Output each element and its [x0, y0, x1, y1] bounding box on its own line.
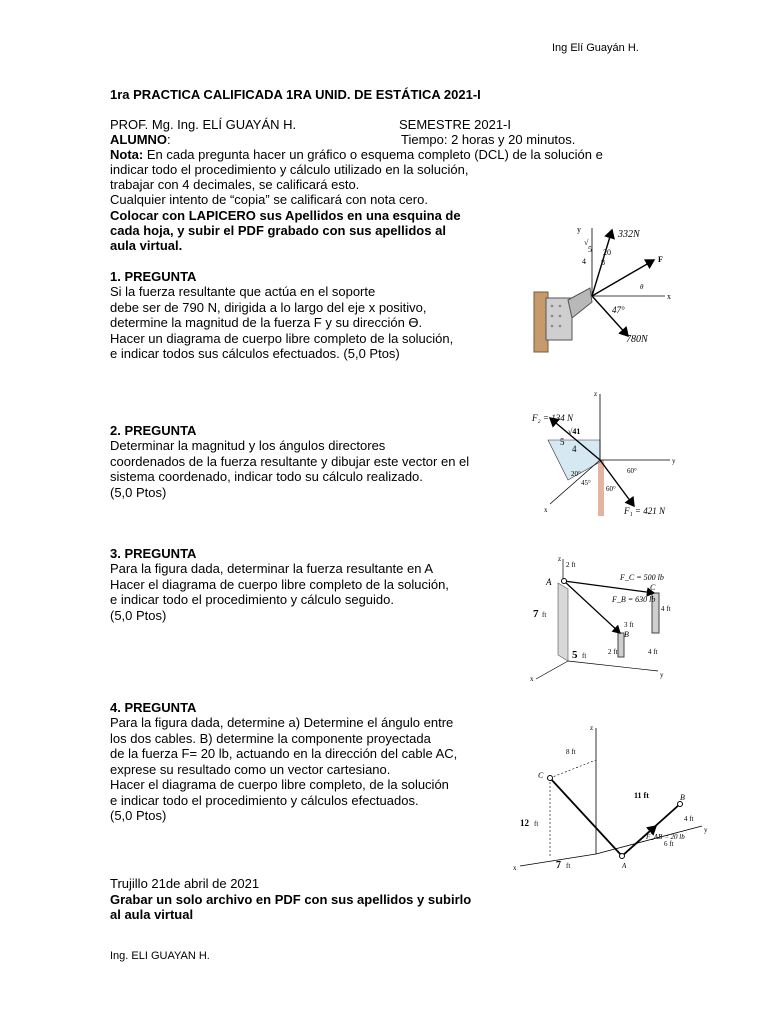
instruction-line-1: Colocar con LAPICERO sus Apellidos en una esquina de — [110, 208, 461, 223]
q1-line-2: debe ser de 790 N, dirigida a lo largo del eje x positivo, — [110, 300, 427, 315]
note-line-4: Cualquier intento de “copia” se calificará con nota cero. — [110, 192, 428, 207]
force-FAB-arrow — [622, 826, 656, 856]
dim-12: 12 — [520, 818, 529, 828]
student-line — [110, 132, 171, 147]
z-label: z — [590, 724, 594, 732]
cable-AC — [564, 581, 654, 593]
dim-2ft-bottom: 2 ft — [608, 648, 618, 656]
q1-line-1: Si la fuerza resultante que actúa en el soporte — [110, 284, 376, 299]
dim-11ft: 11 ft — [634, 791, 649, 800]
force-332-label: 332N — [618, 229, 640, 240]
ratio-5-label: 5 — [588, 245, 592, 254]
header-author: Ing Elí Guayán H. — [552, 42, 639, 54]
student-label: ALUMNO — [110, 132, 168, 147]
dim-4ft: 4 ft — [684, 815, 694, 823]
x-label: x — [530, 675, 534, 683]
angle-8-label: 8 — [601, 258, 605, 267]
q4-line-5: Hacer el diagrama de cuerpo libre completo, de la solución — [110, 777, 449, 792]
force-FB-label: F_B = 630 lb — [612, 595, 656, 604]
y-label: y — [704, 826, 708, 834]
q4-line-2: los dos cables. B) determine la componente proyectada — [110, 731, 431, 746]
angle-20-label: 20 — [603, 248, 611, 257]
student-colon: : — [167, 132, 171, 147]
closing-line-2: al aula virtual — [110, 907, 194, 922]
q4-line-6: e indicar todo el procedimiento y cálculos efectuados. — [110, 793, 419, 808]
instruction-line-3: aula virtual. — [110, 238, 183, 253]
dash-C-top — [550, 760, 596, 778]
point-A — [562, 579, 567, 584]
q1-line-4: Hacer un diagrama de cuerpo libre completo de la solución, — [110, 331, 454, 346]
ratio-sqrt-label: √ — [584, 238, 589, 247]
q4-heading: 4. PREGUNTA — [110, 700, 197, 715]
dim-7-unit: ft — [542, 611, 547, 619]
q3-line-2: Hacer el diagrama de cuerpo libre completo de la solución, — [110, 577, 449, 592]
x-axis — [536, 661, 568, 679]
bracket-arm — [568, 288, 592, 318]
note-line-2: indicar todo el procedimiento y cálculo utilizado en la solución, — [110, 162, 469, 177]
q1-line-5: e indicar todos sus cálculos efectuados. (5,0 Ptos) — [110, 346, 400, 361]
q4-line-7: (5,0 Ptos) — [110, 808, 167, 823]
closing-line-1: Grabar un solo archivo en PDF con sus apellidos y subirlo — [110, 892, 472, 907]
A-label: A — [622, 862, 627, 870]
dim-7-unit: ft — [566, 862, 571, 870]
dim-6ft: 6 ft — [664, 840, 674, 848]
force-F1-label: F₁ = 421 N — [624, 506, 665, 516]
q4-line-1: Para la figura dada, determine a) Determine el ángulo entre — [110, 715, 454, 730]
slope-4-label: 4 — [572, 444, 577, 454]
q1-line-3: determine la magnitud de la fuerza F y su dirección ϴ. — [110, 315, 423, 330]
q2-line-4: (5,0 Ptos) — [110, 485, 167, 500]
semester: SEMESTRE 2021-I — [399, 117, 511, 132]
time-limit: Tiempo: 2 horas y 20 minutos. — [401, 132, 576, 147]
x-label: x — [513, 864, 517, 872]
q2-line-3: sistema coordenado, indicar todo su cálculo realizado. — [110, 469, 423, 484]
cable-AC — [550, 778, 622, 856]
A-label: A — [546, 577, 552, 587]
dim-2ft-top: 2 ft — [566, 561, 576, 569]
C-label: C — [650, 583, 656, 592]
dim-4ft-bottom: 4 ft — [648, 648, 658, 656]
professor-line — [110, 117, 296, 132]
y-label: y — [660, 671, 664, 679]
z-label: z — [558, 555, 562, 563]
professor-name: PROF. Mg. Ing. ELÍ GUAYÁN H. — [110, 117, 297, 132]
dim-7: 7 — [556, 860, 561, 871]
angle-45-label: 45° — [581, 479, 591, 487]
y-label: y — [672, 457, 676, 465]
angle-47-label: 47° — [612, 305, 625, 315]
B-label: B — [624, 630, 629, 639]
q3-heading: 3. PREGUNTA — [110, 546, 197, 561]
dim-8ft: 8 ft — [566, 748, 576, 756]
q1-figure — [530, 222, 690, 357]
footer-author: Ing. ELI GUAYAN H. — [110, 950, 210, 962]
q2-line-2: coordenados de la fuerza resultante y dibujar este vector en el — [110, 454, 470, 469]
ratio-4-label: 4 — [582, 257, 586, 266]
q4-line-4: exprese su resultado como un vector cartesiano. — [110, 762, 391, 777]
angle-20-label: 20° — [571, 470, 581, 478]
y-axis — [568, 661, 658, 671]
dim-5-unit: ft — [582, 652, 587, 660]
page-title: 1ra PRACTICA CALIFICADA 1RA UNID. DE ESTÁTICA 2021-I — [110, 87, 481, 102]
dim-3ft: 3 ft — [624, 621, 634, 629]
B-label: B — [680, 793, 685, 802]
force-FC-label: F_C = 500 lb — [620, 573, 664, 582]
dim-5: 5 — [572, 649, 578, 661]
force-780-arrow — [592, 296, 628, 336]
force-F2-label: F₂ = 134 N — [532, 413, 573, 423]
angle-60-a-label: 60° — [627, 467, 637, 475]
dim-7: 7 — [533, 608, 539, 620]
q3-line-1: Para la figura dada, determinar la fuerza resultante en A — [110, 561, 434, 576]
x-label: x — [667, 292, 671, 301]
q2-figure — [530, 388, 690, 523]
F-label: F — [658, 255, 663, 264]
y-label: y — [577, 225, 581, 234]
point-A — [620, 854, 625, 859]
z-label: z — [594, 390, 598, 398]
note-label: Nota: — [110, 147, 144, 162]
q4-figure — [510, 720, 710, 875]
point-C — [548, 776, 553, 781]
q1-heading: 1. PREGUNTA — [110, 269, 197, 284]
dim-12-unit: ft — [534, 820, 539, 828]
q3-line-3: e indicar todo el procedimiento y cálculo seguido. — [110, 592, 395, 607]
angle-60-b-label: 60° — [606, 485, 616, 493]
slope-sqrt41-label: √41 — [568, 427, 581, 436]
force-FAB-label: F_AB = 20 lb — [646, 833, 685, 841]
date-line: Trujillo 21de abril de 2021 — [110, 876, 260, 891]
q2-line-1: Determinar la magnitud y los ángulos directores — [110, 438, 386, 453]
x-label: x — [544, 506, 548, 514]
dim-4ft-post: 4 ft — [661, 605, 671, 613]
slope-5-label: 5 — [560, 437, 565, 447]
note-text-1: En cada pregunta hacer un gráfico o esquema completo (DCL) de la solución e — [143, 147, 603, 162]
q4-line-3: de la fuerza F= 20 lb, actuando en la dirección del cable AC, — [110, 746, 458, 761]
note-line-3: trabajar con 4 decimales, se calificará esto. — [110, 177, 360, 192]
force-780-label: 780N — [626, 334, 648, 345]
q3-figure — [528, 553, 693, 683]
q3-line-4: (5,0 Ptos) — [110, 608, 167, 623]
post — [598, 460, 604, 516]
wall — [558, 583, 568, 661]
note-line-1 — [110, 147, 603, 162]
theta-label: θ — [640, 283, 644, 291]
bracket-plate — [546, 298, 572, 340]
C-label: C — [538, 771, 544, 780]
point-B — [678, 802, 683, 807]
q2-heading: 2. PREGUNTA — [110, 423, 197, 438]
cable-AB — [564, 581, 620, 633]
instruction-line-2: cada hoja, y subir el PDF grabado con sus apellidos al — [110, 223, 446, 238]
